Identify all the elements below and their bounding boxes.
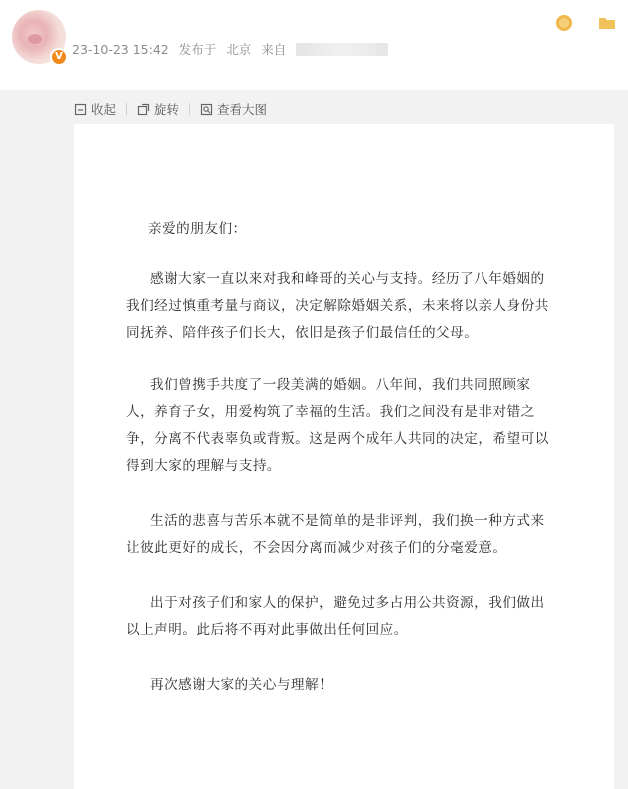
verified-badge-icon: V bbox=[50, 48, 68, 66]
folder-icon[interactable] bbox=[598, 14, 616, 32]
source-prefix: 来自 bbox=[261, 42, 287, 57]
statement-image[interactable] bbox=[74, 124, 614, 789]
letter-paragraph bbox=[126, 266, 556, 347]
letter-paragraph bbox=[126, 372, 556, 480]
paragraph-text: 出于对孩子们和家人的保护，避免过多占用公共资源，我们做出以上声明。此后将不再对此事做出任何回应。 bbox=[126, 595, 545, 638]
view-large-button[interactable] bbox=[200, 100, 267, 118]
image-toolbar bbox=[74, 100, 267, 118]
paragraph-text: 我们曾携手共度了一段美满的婚姻。八年间，我们共同照顾家人，养育子女，用爱构筑了幸福的生活。我们之间没有是非对错之争，分离不代表辜负或背叛。这是两个成年人共同的决定，希望可以得到大家的理解与支持。 bbox=[126, 377, 549, 474]
view-large-label: 查看大图 bbox=[217, 102, 268, 117]
letter-greeting: 亲爱的朋友们： bbox=[148, 221, 247, 237]
source-blurred bbox=[296, 43, 388, 56]
paragraph-text: 感谢大家一直以来对我和峰哥的关心与支持。经历了八年婚姻的我们经过慎重考量与商议，决定解除婚姻关系，未来将以亲人身份共同抚养、陪伴孩子们长大，依旧是孩子们最信任的父母。 bbox=[126, 271, 549, 341]
avatar-image-detail bbox=[28, 34, 42, 44]
post-header bbox=[0, 0, 628, 90]
rotate-button[interactable] bbox=[137, 100, 179, 118]
paragraph-text: 再次感谢大家的关心与理解！ bbox=[150, 677, 334, 693]
post-meta bbox=[72, 40, 394, 58]
coin-icon[interactable] bbox=[555, 14, 573, 32]
avatar[interactable] bbox=[12, 10, 66, 64]
letter-paragraph bbox=[126, 590, 556, 644]
collapse-label: 收起 bbox=[91, 102, 117, 117]
post-timestamp[interactable]: 23-10-23 15:42 bbox=[72, 42, 169, 57]
letter-paragraph bbox=[126, 672, 556, 699]
rotate-icon bbox=[137, 103, 150, 116]
toolbar-divider bbox=[126, 103, 127, 115]
letter-paragraph bbox=[126, 508, 556, 562]
collapse-icon bbox=[74, 103, 87, 116]
location-prefix: 发布于 bbox=[178, 42, 217, 57]
paragraph-text: 生活的悲喜与苦乐本就不是简单的是非评判，我们换一种方式来让彼此更好的成长，不会因分离而减少对孩子们的分毫爱意。 bbox=[126, 513, 545, 556]
post-location: 北京 bbox=[226, 42, 252, 57]
collapse-button[interactable] bbox=[74, 100, 116, 118]
toolbar-divider bbox=[189, 103, 190, 115]
rotate-label: 旋转 bbox=[154, 102, 180, 117]
view-large-icon bbox=[200, 103, 213, 116]
